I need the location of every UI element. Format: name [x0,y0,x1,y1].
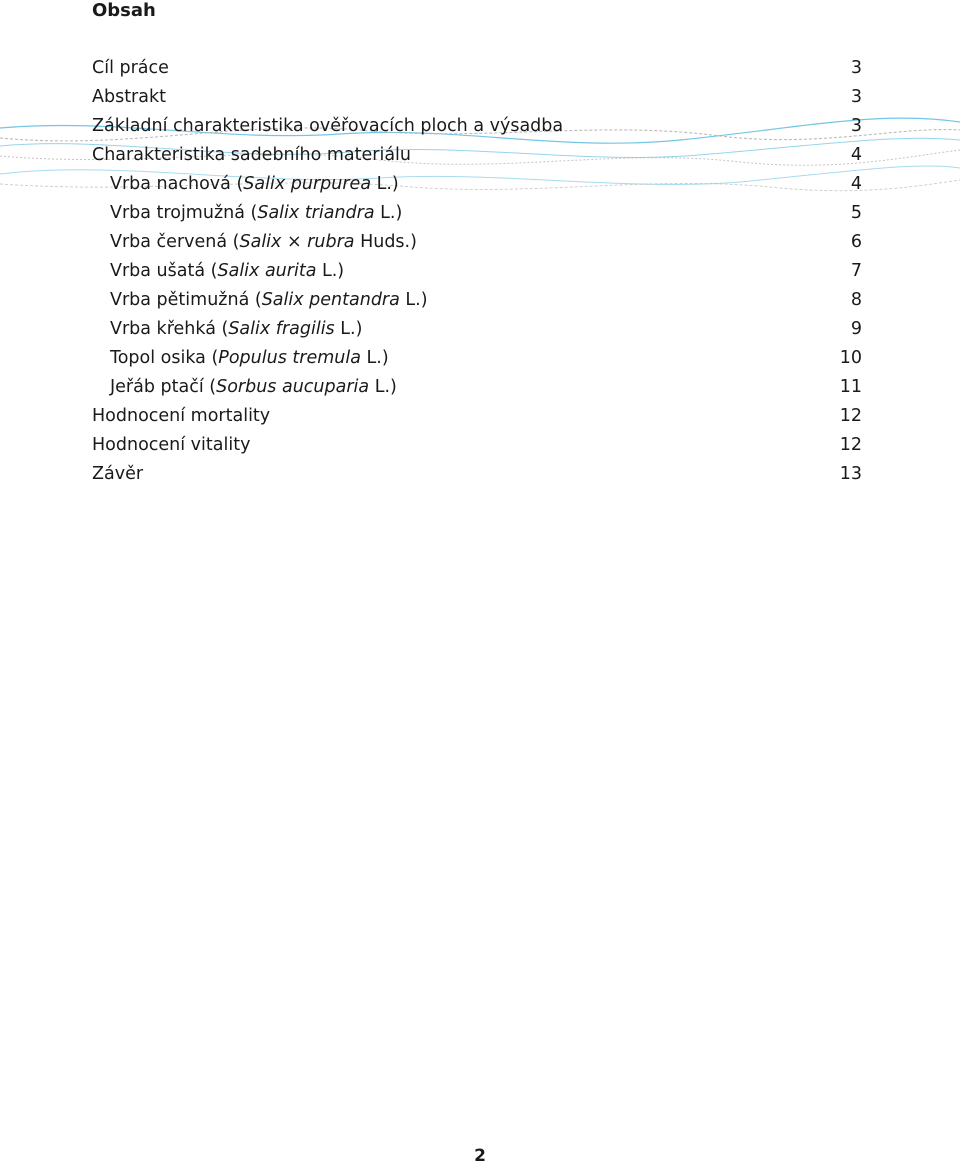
toc-entry-page: 3 [850,116,862,136]
toc-entry[interactable] [92,54,862,83]
toc-entry[interactable] [92,112,862,141]
toc-entry-page: 8 [850,290,862,310]
toc-entry-page: 12 [839,435,862,455]
toc-entry[interactable] [92,431,862,460]
toc-entry-title: Základní charakteristika ověřovacích ploch a výsadba [92,116,564,136]
toc-entry-title: Jeřáb ptačí (Sorbus aucuparia L.) [110,377,397,397]
toc-subentry[interactable] [92,373,862,402]
toc-entry-title: Vrba trojmužná (Salix triandra L.) [110,203,403,223]
toc-entry-title: Charakteristika sadebního materiálu [92,145,411,165]
toc-entry-page: 7 [850,261,862,281]
toc-entry-title: Hodnocení mortality [92,406,271,426]
page-number: 2 [474,1146,486,1166]
toc-entry-title: Vrba křehká (Salix fragilis L.) [110,319,363,339]
toc-entry-title: Hodnocení vitality [92,435,251,455]
toc-entry-page: 12 [839,406,862,426]
toc-entry-page: 10 [839,348,862,368]
table-of-contents [92,54,862,489]
toc-entry-page: 6 [850,232,862,252]
toc-heading: Obsah [92,0,156,21]
toc-entry[interactable] [92,402,862,431]
toc-entry[interactable] [92,460,862,489]
toc-entry-title: Topol osika (Populus tremula L.) [110,348,389,368]
toc-subentry[interactable] [92,344,862,373]
toc-entry-title: Vrba ušatá (Salix aurita L.) [110,261,345,281]
toc-entry[interactable] [92,83,862,112]
toc-entry-page: 11 [839,377,862,397]
toc-entry[interactable] [92,141,862,170]
toc-entry-title: Závěr [92,464,144,484]
toc-subentry[interactable] [92,315,862,344]
toc-subentry[interactable] [92,170,862,199]
toc-subentry[interactable] [92,199,862,228]
toc-entry-title: Vrba nachová (Salix purpurea L.) [110,174,399,194]
toc-subentry[interactable] [92,257,862,286]
toc-entry-page: 4 [850,145,862,165]
toc-entry-title: Vrba červená (Salix × rubra Huds.) [110,232,417,252]
toc-subentry[interactable] [92,286,862,315]
toc-entry-page: 3 [850,87,862,107]
toc-entry-page: 4 [850,174,862,194]
toc-entry-title: Abstrakt [92,87,166,107]
toc-entry-title: Cíl práce [92,58,169,78]
toc-entry-title: Vrba pětimužná (Salix pentandra L.) [110,290,428,310]
toc-entry-page: 13 [839,464,862,484]
toc-entry-page: 9 [850,319,862,339]
toc-entry-page: 5 [850,203,862,223]
toc-subentry[interactable] [92,228,862,257]
toc-entry-page: 3 [850,58,862,78]
